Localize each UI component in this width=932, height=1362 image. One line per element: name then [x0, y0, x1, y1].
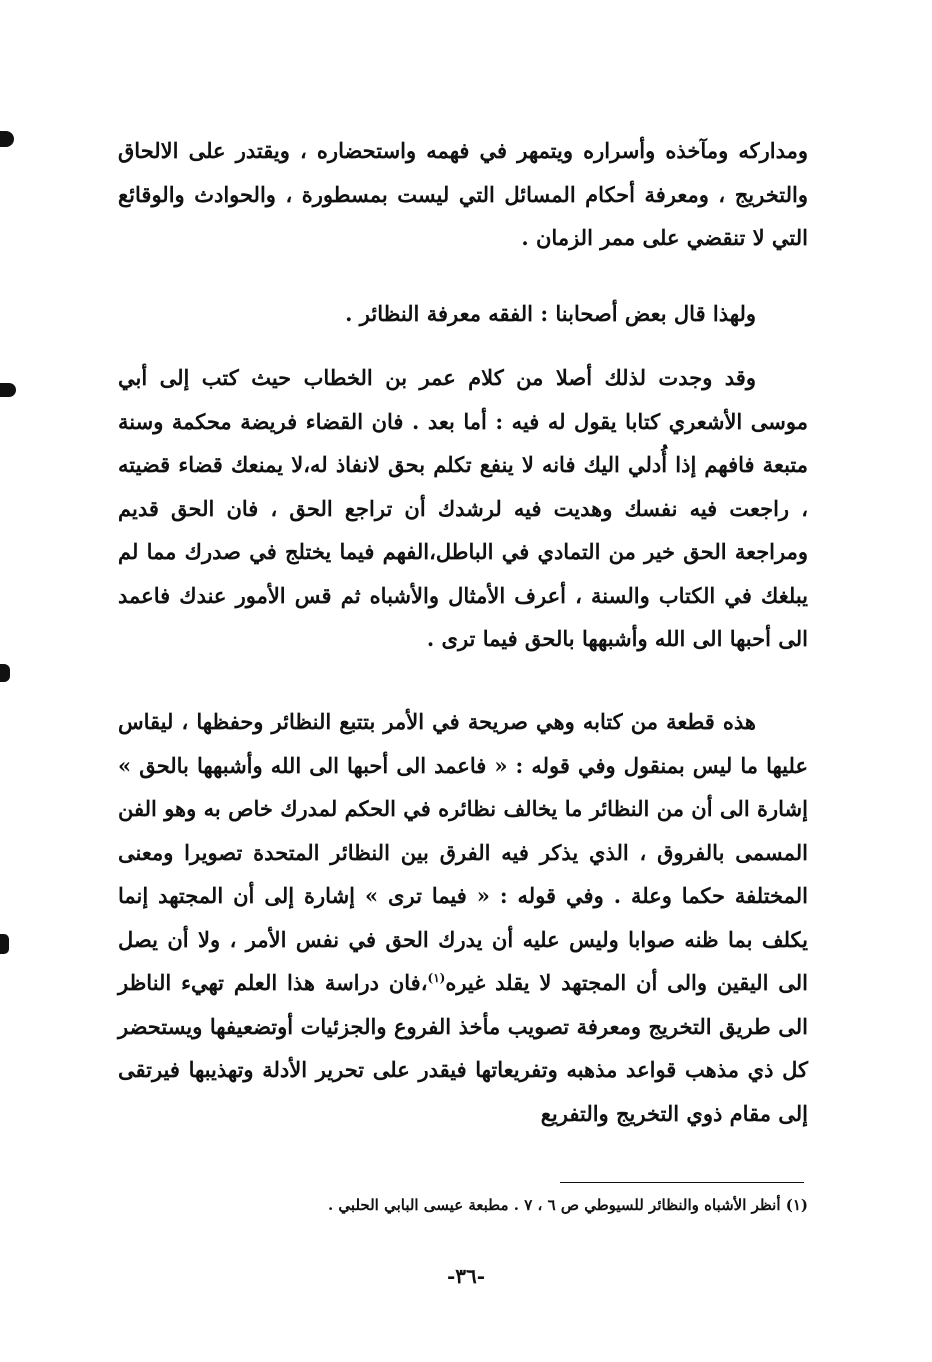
page-number: -٣٦- [446, 1264, 486, 1288]
paragraph-4 [118, 700, 808, 1135]
footnote-divider [560, 1182, 804, 1183]
paragraph-4-tail: ،فان دراسة هذا العلم تهيء الناظر الى طريق التخريج ومعرفة تصويب مأخذ الفروع والجزئيات أوتضعيفها ويستحضر كل ذي مذهب قواعد مذهبه وتفريعاتها فيقدر على تحرير الأدلة وتهذيبها فيرتقى إلى مقام ذوي التخريج والتفريع [118, 970, 808, 1126]
scan-edge-mark [0, 383, 16, 397]
scan-edge-mark [0, 131, 14, 147]
scan-edge-mark [0, 934, 9, 954]
paragraph-2: ولهذا قال بعض أصحابنا : الفقه معرفة النظائر . [345, 301, 756, 326]
footnote: (١) أنظر الأشباه والنظائر للسيوطي ص ٦ ، ٧ . مطبعة عيسى البابي الحلبي . [327, 1196, 808, 1214]
paragraph-1: ومداركه ومآخذه وأسراره ويتمهر في فهمه واستحضاره ، ويقتدر على الالحاق والتخريج ، ومعرفة أحكام المسائل التي ليست بمسطورة ، والحوادث والوقائع التي لا تنقضي على ممر الزمان . [118, 138, 808, 250]
paragraph-4-text: هذه قطعة من كتابه وهي صريحة في الأمر بتتبع النظائر وحفظها ، ليقاس عليها ما ليس بمنقول وفي قوله : « فاعمد الى أحبها الى الله وأشبهها بالحق » إشارة الى أن من النظائر ما يخالف نظائره في الحكم لمدرك خاص به وهو الفن المسمى بالفروق ، الذي يذكر فيه الفرق بين النظائر المتحدة تصويرا ومعنى المختلفة حكما وعلة . وفي قوله : « فيما ترى » إشارة إلى أن المجتهد إنما يكلف بما ظنه صوابا وليس عليه أن يدرك الحق في نفس الأمر ، ولا أن يصل الى اليقين والى أن المجتهد لا يقلد غيره [118, 709, 808, 995]
scan-edge-mark [0, 664, 10, 682]
paragraph-3: وقد وجدت لذلك أصلا من كلام عمر بن الخطاب حيث كتب إلى أبي موسى الأشعري كتابا يقول له فيه : أما بعد . فان القضاء فريضة محكمة وسنة متبعة فافهم إذا أُدلي اليك فانه لا ينفع تكلم بحق لانفاذ له،لا يمنعك قضاء قضيته ، راجعت فيه نفسك وهديت فيه لرشدك أن تراجع الحق ، فان الحق قديم ومراجعة الحق خير من التمادي في الباطل،الفهم فيما يختلج في صدرك مما لم يبلغك في الكتاب والسنة ، أعرف الأمثال والأشباه ثم قس الأمور عندك فاعمد الى أحبها الى الله وأشبهها بالحق فيما ترى . [118, 365, 808, 651]
footnote-reference: (١) [427, 971, 446, 985]
